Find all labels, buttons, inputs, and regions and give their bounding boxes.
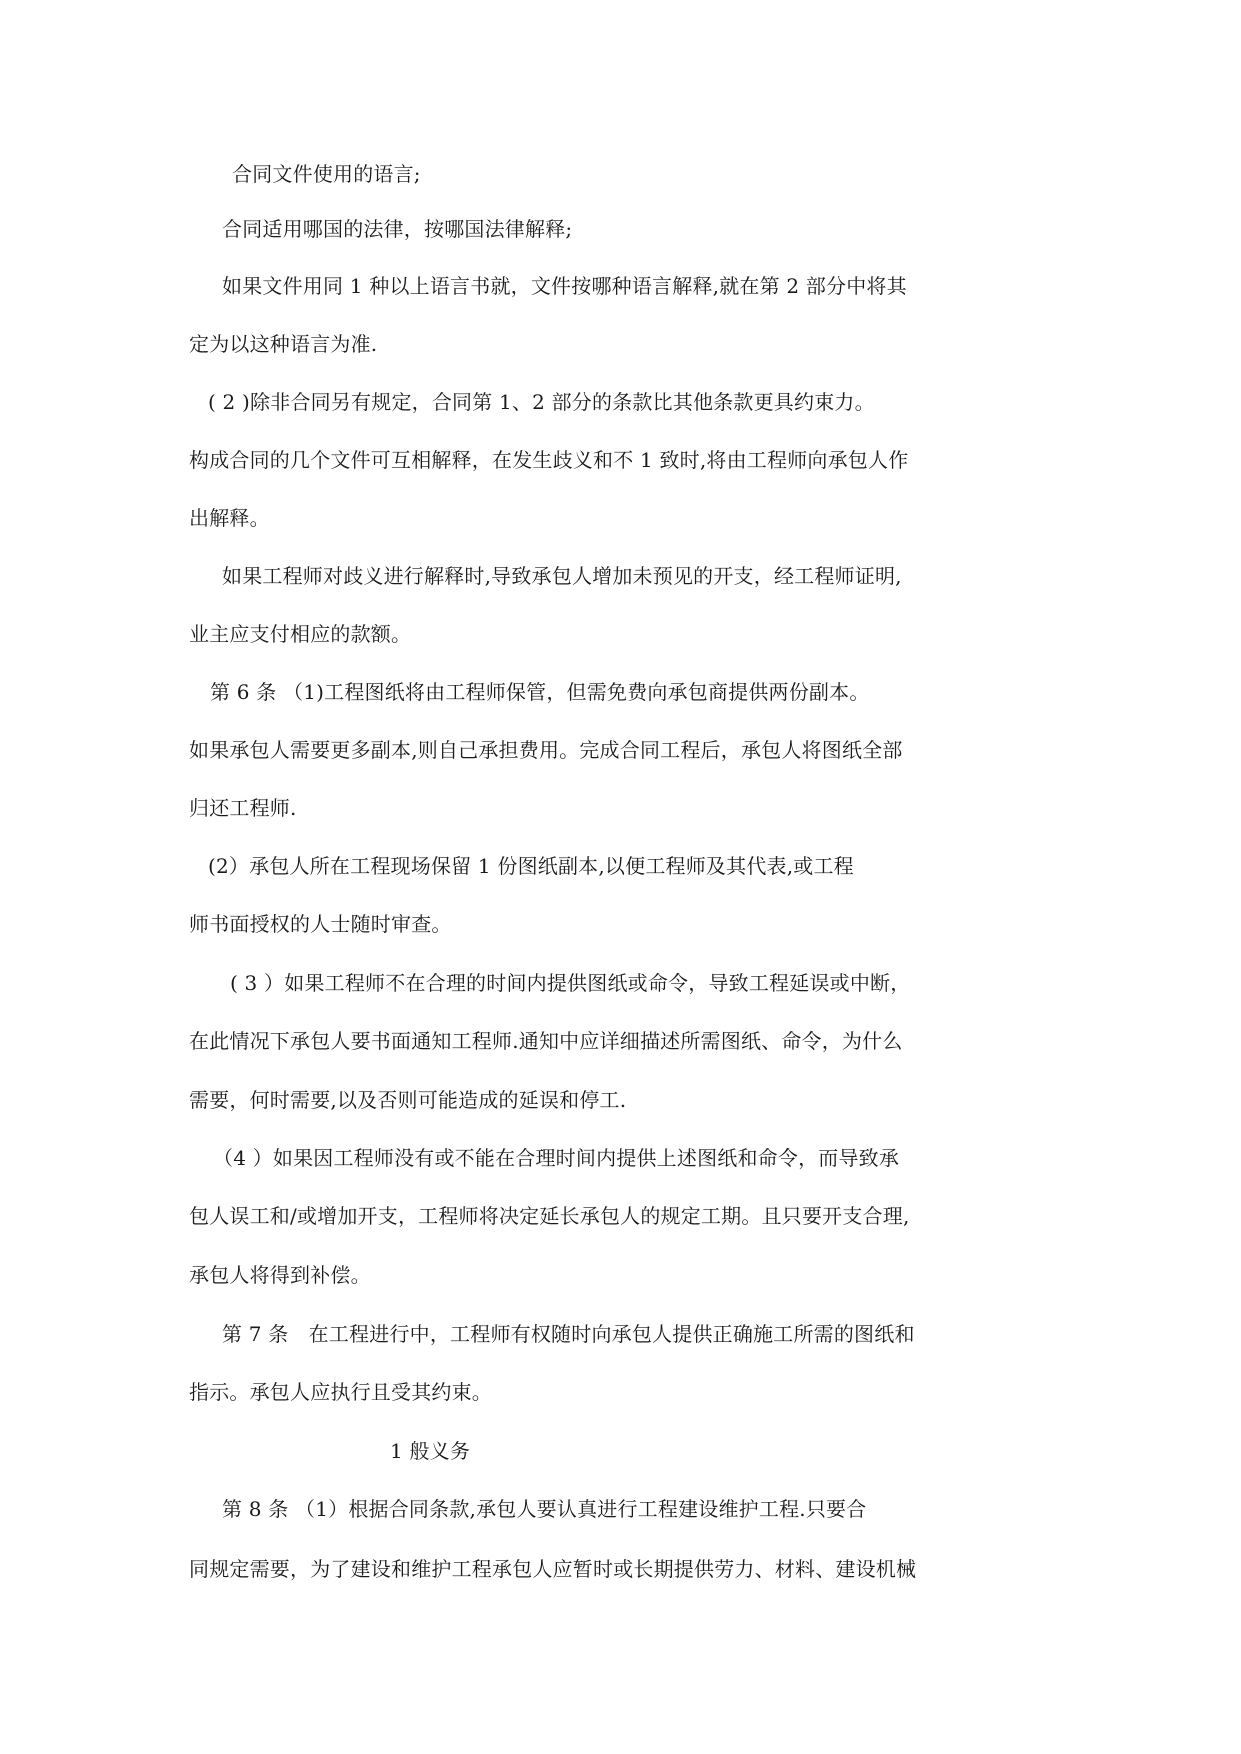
text-line: 需要，何时需要,以及否则可能造成的延误和停工. bbox=[189, 1088, 627, 1112]
text-line: 包人误工和/或增加开支，工程师将决定延长承包人的规定工期。且只要开支合理, bbox=[189, 1204, 910, 1228]
text-line: 出解释。 bbox=[189, 506, 270, 530]
section-heading: 1 般义务 bbox=[390, 1439, 471, 1463]
text-line: 业主应支付相应的款额。 bbox=[189, 622, 412, 646]
text-line: 如果工程师对歧义进行解释时,导致承包人增加未预见的开支，经工程师证明, bbox=[222, 564, 902, 588]
text-line: 承包人将得到补偿。 bbox=[189, 1263, 371, 1287]
text-line: 如果承包人需要更多副本,则自己承担费用。完成合同工程后，承包人将图纸全部 bbox=[189, 738, 903, 762]
text-line: ( 3 ）如果工程师不在合理的时间内提供图纸或命令，导致工程延误或中断， bbox=[230, 971, 911, 995]
text-line: 第 6 条 （1)工程图纸将由工程师保管，但需免费向承包商提供两份副本。 bbox=[210, 680, 870, 704]
text-line: 同规定需要，为了建设和维护工程承包人应暂时或长期提供劳力、材料、建设机械 bbox=[189, 1557, 917, 1581]
text-line: 合同适用哪国的法律，按哪国法律解释; bbox=[222, 217, 573, 241]
text-line: 第 8 条 （1）根据合同条款,承包人要认真进行工程建设维护工程.只要合 bbox=[222, 1497, 867, 1521]
text-line: 如果文件用同 1 种以上语言书就，文件按哪种语言解释,就在第 2 部分中将其 bbox=[222, 274, 907, 298]
text-line: 合同文件使用的语言; bbox=[232, 162, 421, 186]
text-line: 定为以这种语言为准. bbox=[189, 332, 378, 356]
text-line: 指示。承包人应执行且受其约束。 bbox=[189, 1380, 492, 1404]
text-line: 构成合同的几个文件可互相解释，在发生歧义和不 1 致时,将由工程师向承包人作 bbox=[189, 448, 909, 472]
text-line: 师书面授权的人士随时审查。 bbox=[189, 912, 452, 936]
text-line: (2）承包人所在工程现场保留 1 份图纸副本,以便工程师及其代表,或工程 bbox=[208, 854, 854, 878]
text-line: 第 7 条 在工程进行中，工程师有权随时向承包人提供正确施工所需的图纸和 bbox=[222, 1322, 915, 1346]
text-line: 在此情况下承包人要书面通知工程师.通知中应详细描述所需图纸、命令，为什么 bbox=[189, 1029, 903, 1053]
text-line: ( 2 )除非合同另有规定，合同第 1、2 部分的条款比其他条款更具约束力。 bbox=[208, 390, 875, 414]
text-line: （4 ）如果因工程师没有或不能在合理时间内提供上述图纸和命令，而导致承 bbox=[213, 1146, 900, 1170]
text-line: 归还工程师. bbox=[189, 796, 297, 820]
